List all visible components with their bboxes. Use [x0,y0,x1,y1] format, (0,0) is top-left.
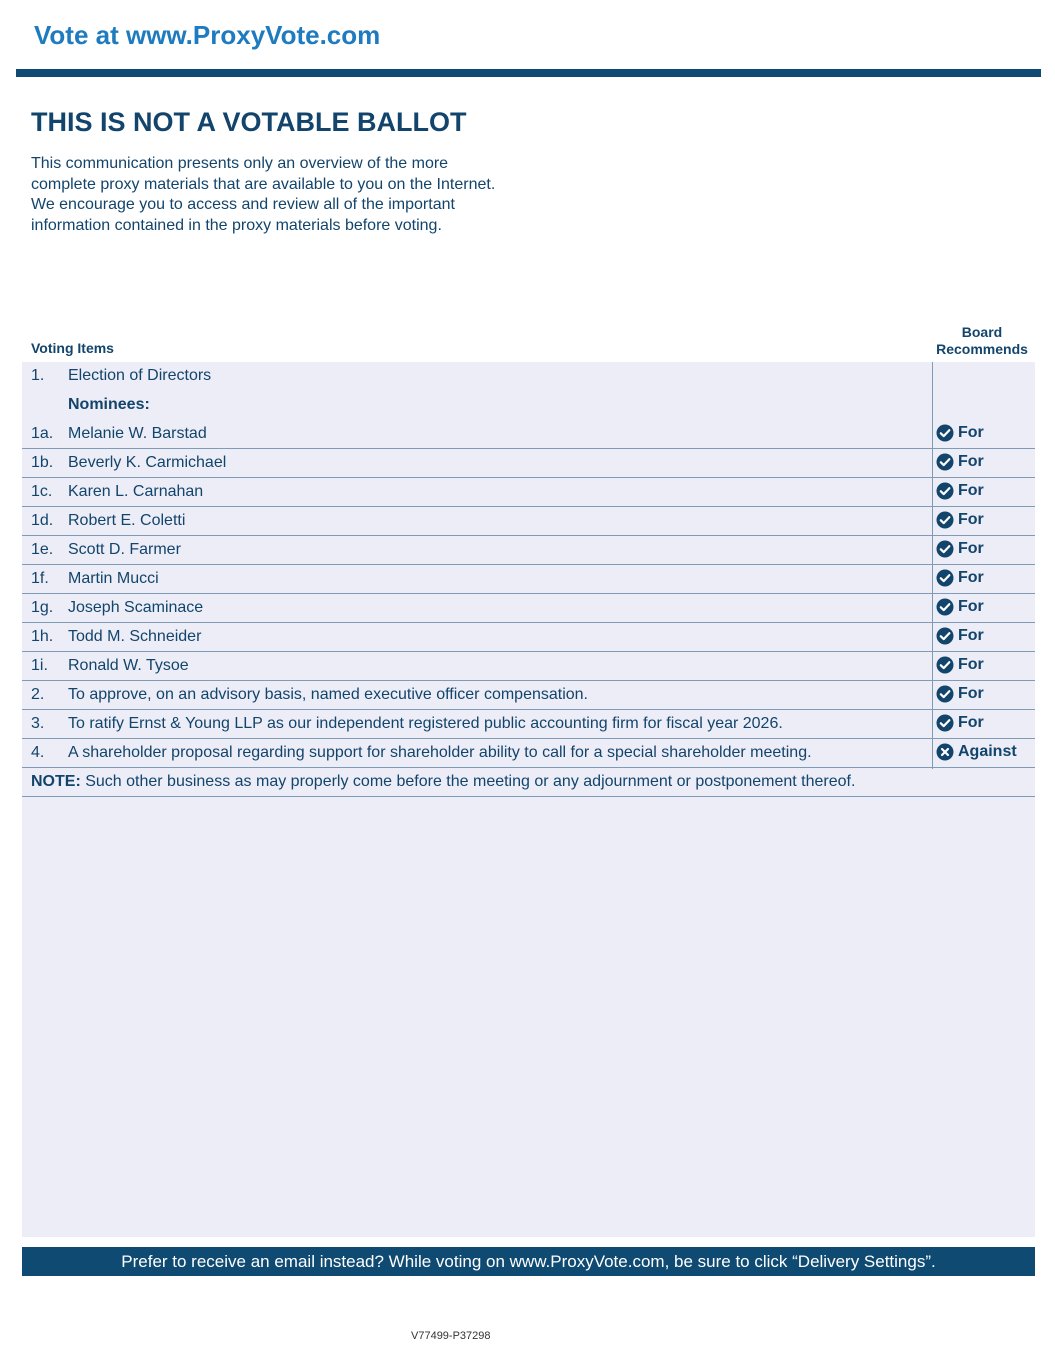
item-label: A shareholder proposal regarding support for shareholder ability to call for a special shareholder meeting. [68,744,812,761]
nominees-heading-row [22,391,1035,420]
voting-item-row [22,536,1035,565]
item-label: Joseph Scaminace [68,599,204,616]
recommendation-label: For [958,627,984,644]
note-text [31,773,855,791]
item-label: Martin Mucci [68,570,159,587]
check-circle-icon [936,656,954,674]
recommendation-label: For [958,482,984,499]
board-recommendation [936,540,984,558]
board-recommendation [936,627,984,645]
voting-item-row [22,449,1035,478]
board-recommendation [936,598,984,616]
item-label: Ronald W. Tysoe [68,657,189,674]
board-recommendation [936,714,984,732]
item-number: 1g. [31,599,54,616]
recommendation-label: For [958,685,984,702]
voting-item-row [22,739,1035,768]
note-label: NOTE: [31,773,81,790]
voting-item-row [22,710,1035,739]
voting-item-row [22,507,1035,536]
item-number: 1f. [31,570,49,587]
check-circle-icon [936,540,954,558]
board-recommendation [936,453,984,471]
intro-paragraph: This communication presents only an overview of the more complete proxy materials that are available to you on the Internet. We encourage you to access and review all of the important information contained in the proxy materials before voting. [31,155,496,235]
voting-item-row [22,681,1035,710]
board-recommendation [936,569,984,587]
board-recommendation [936,424,984,442]
delivery-settings-banner: Prefer to receive an email instead? While voting on www.ProxyVote.com, be sure to click “Delivery Settings”. [22,1247,1035,1276]
voting-item-row [22,623,1035,652]
nominees-heading: Nominees: [68,396,150,413]
item-number: 1h. [31,628,54,645]
item-label: To ratify Ernst & Young LLP as our independent registered public accounting firm for fiscal year 2026. [68,715,783,732]
note-row [22,768,1035,797]
voting-item-row [22,478,1035,507]
check-circle-icon [936,424,954,442]
board-recommendation [936,511,984,529]
item-number: 1d. [31,512,54,529]
board-recommendation [936,743,1017,761]
voting-item-row [22,594,1035,623]
item-number: 1b. [31,454,54,471]
board-recommendation [936,685,984,703]
voting-items-header: Voting Items [31,340,114,356]
check-circle-icon [936,685,954,703]
item-number: 2. [31,686,45,703]
page-title: THIS IS NOT A VOTABLE BALLOT [31,107,467,137]
header-divider [16,69,1041,77]
check-circle-icon [936,569,954,587]
recommendation-label: For [958,714,984,731]
item-label: Election of Directors [68,367,212,384]
x-circle-icon [936,743,954,761]
board-header-line1: Board [961,324,1003,340]
item-label: Karen L. Carnahan [68,483,204,500]
proxyvote-header-link[interactable]: Vote at www.ProxyVote.com [34,20,381,50]
note-body: Such other business as may properly come before the meeting or any adjournment or postponement thereof. [80,773,856,790]
document-code: V77499-P37298 [411,1330,491,1342]
check-circle-icon [936,627,954,645]
item-number: 1i. [31,657,48,674]
item-label: Melanie W. Barstad [68,425,207,442]
item-number: 1e. [31,541,54,558]
item-label: Scott D. Farmer [68,541,181,558]
recommendation-label: For [958,598,984,615]
item-number: 3. [31,715,45,732]
election-row [22,362,1035,391]
recommendation-label: For [958,656,984,673]
board-recommendation [936,656,984,674]
check-circle-icon [936,714,954,732]
check-circle-icon [936,482,954,500]
item-label: Beverly K. Carmichael [68,454,227,471]
board-header-line2: Recommends [936,340,1028,357]
check-circle-icon [936,453,954,471]
item-label: To approve, on an advisory basis, named executive officer compensation. [68,686,588,703]
voting-item-row [22,420,1035,449]
voting-item-row [22,652,1035,681]
board-recommendation [936,482,984,500]
voting-items-table [22,362,1035,797]
recommendation-label: For [958,540,984,557]
item-number: 4. [31,744,45,761]
voting-item-row [22,565,1035,594]
item-number: 1c. [31,483,53,500]
board-recommends-header [930,324,1034,357]
check-circle-icon [936,511,954,529]
item-label: Todd M. Schneider [68,628,202,645]
item-number: 1. [31,367,45,384]
recommendation-label: For [958,424,984,441]
check-circle-icon [936,598,954,616]
recommendation-label: For [958,453,984,470]
recommendation-label: Against [958,743,1017,760]
item-number: 1a. [31,425,54,442]
recommendation-label: For [958,569,984,586]
recommendation-label: For [958,511,984,528]
item-label: Robert E. Coletti [68,512,186,529]
